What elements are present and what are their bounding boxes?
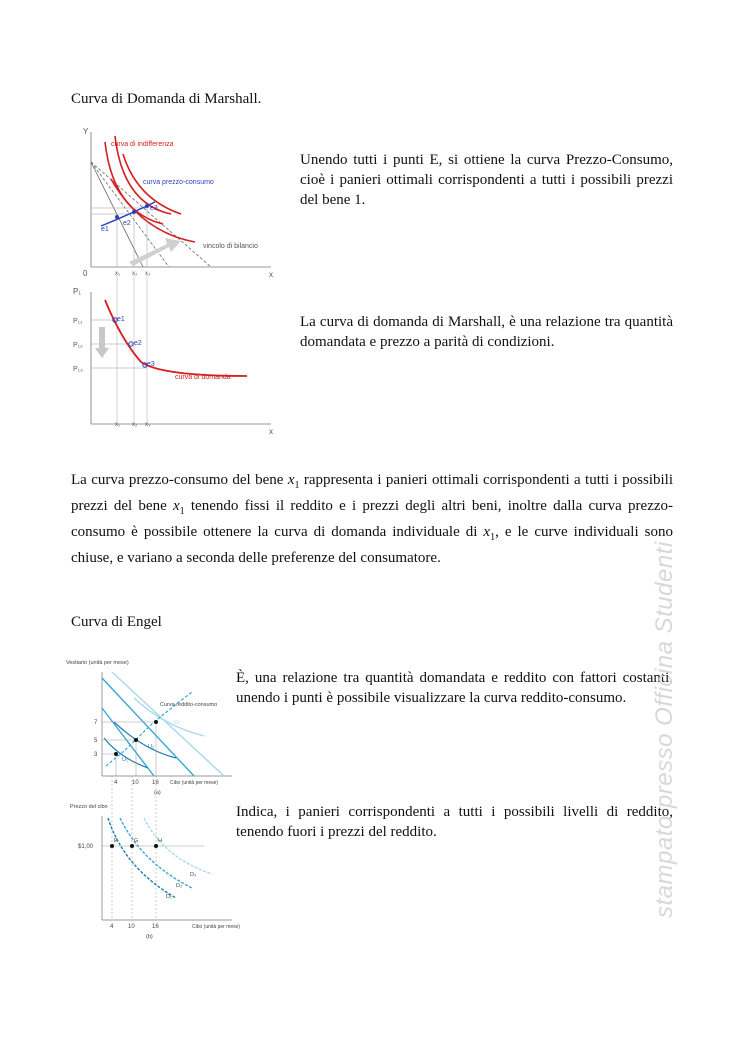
tick-x-10-top: 10 bbox=[132, 780, 139, 786]
tick-x-16-bottom: 16 bbox=[152, 924, 159, 930]
label-budget-constraint: vincolo di bilancio bbox=[203, 243, 258, 250]
label-demand-curve: curva di domanda bbox=[175, 374, 231, 381]
section-title-engel: Curva di Engel bbox=[71, 614, 162, 630]
point-e-engel bbox=[110, 844, 114, 848]
tick-x2-top: x₂ bbox=[132, 271, 138, 277]
point-g-engel bbox=[130, 844, 134, 848]
tick-y-3: 3 bbox=[94, 752, 98, 758]
label-d3: D₃ bbox=[190, 872, 197, 878]
point-e1-top bbox=[115, 215, 119, 219]
label-e3-top: e3 bbox=[150, 205, 158, 212]
top-x-axis-label: x bbox=[269, 270, 273, 279]
marshall-paragraph-2: La curva di domanda di Marshall, è una relazione tra quantità domandata e prezzo a parità di condizioni. bbox=[300, 314, 673, 350]
point-e3-top bbox=[145, 204, 149, 208]
label-e1-bottom: e1 bbox=[117, 316, 125, 323]
panel-a-label: (a) bbox=[154, 790, 161, 796]
tick-x1-bottom: x₁ bbox=[115, 422, 121, 428]
marshall-paragraph-1: Unendo tutti i punti E, si ottiene la curva Prezzo-Consumo, cioè i panieri ottimali corrispondenti a tutti i possibili prezzi del bene 1. bbox=[300, 152, 673, 208]
tick-x-4-top: 4 bbox=[114, 780, 118, 786]
top-y-axis-label-engel: Vestiario (unità per mese) bbox=[66, 660, 129, 666]
label-e2-bottom: e2 bbox=[134, 340, 142, 347]
label-d1: D₁ bbox=[166, 894, 172, 900]
engel-curve-figure bbox=[64, 658, 244, 948]
tick-x-16-top: 16 bbox=[152, 780, 159, 786]
tick-x3-top: x₃ bbox=[145, 271, 151, 277]
top-x-axis-label-engel: Cibo (unità per mese) bbox=[170, 780, 219, 786]
point-b-engel bbox=[134, 738, 138, 742]
label-income-consumption: Curva reddito-consumo bbox=[160, 702, 218, 708]
tick-y-7: 7 bbox=[94, 720, 98, 726]
price-consumption-paragraph: La curva prezzo-consumo del bene $x_1$ rappresenta i panieri ottimali corrispondenti a tutti i possibili prezzi del bene $x_1$ tenendo fissi il reddito e i prezzi degli altri beni, inoltre dalla curva prezzo-consumo è possibile ottenere la curva di domanda individuale di $x_1$, e le curve individuali sono chiuse, e variano a seconda delle preferenze del consumatore. bbox=[71, 472, 673, 566]
price-label-engel: $1,00 bbox=[78, 844, 94, 850]
point-d-engel bbox=[154, 720, 158, 724]
price-label-3: P₁₃ bbox=[73, 366, 83, 373]
label-d2: D₂ bbox=[176, 883, 183, 889]
price-label-2: P₁₂ bbox=[73, 342, 83, 349]
bottom-y-axis-label-engel: Prezzo del cibo bbox=[70, 804, 108, 810]
point-h-engel bbox=[154, 844, 158, 848]
label-u1: U₁ bbox=[122, 757, 128, 763]
label-indifference-curve: curva di indifferenza bbox=[111, 141, 174, 148]
label-point-g: G bbox=[134, 838, 139, 844]
top-y-axis-label: Y bbox=[83, 127, 89, 136]
bottom-x-axis-label: x bbox=[269, 427, 273, 436]
label-e1-top: e1 bbox=[101, 226, 109, 233]
label-u3: U₃ bbox=[174, 720, 181, 726]
tick-x3-bottom: x₃ bbox=[145, 422, 151, 428]
label-e2-top: e2 bbox=[123, 220, 131, 227]
label-point-e: E bbox=[114, 838, 118, 844]
label-u2: U₂ bbox=[148, 744, 155, 750]
watermark: stampato presso Officina Studenti bbox=[651, 541, 678, 918]
tick-x1-top: x₁ bbox=[115, 271, 121, 277]
label-point-h: H bbox=[158, 838, 162, 844]
price-label-1: P₁₁ bbox=[73, 318, 83, 325]
point-e2-top bbox=[132, 210, 136, 214]
bottom-x-axis-label-engel: Cibo (unità per mese) bbox=[192, 924, 241, 930]
tick-x2-bottom: x₂ bbox=[132, 422, 138, 428]
point-a-engel bbox=[114, 752, 118, 756]
tick-y-5: 5 bbox=[94, 738, 98, 744]
tick-x-10-bottom: 10 bbox=[128, 924, 135, 930]
engel-paragraph-2: Indica, i panieri corrispondenti a tutti i possibili livelli di reddito, tenendo fuori i prezzi del reddito. bbox=[236, 804, 673, 840]
bottom-y-axis-label: P₁ bbox=[73, 287, 82, 296]
marshall-demand-figure bbox=[71, 124, 281, 436]
tick-x-4-bottom: 4 bbox=[110, 924, 114, 930]
section-title-marshall: Curva di Domanda di Marshall. bbox=[71, 91, 262, 107]
top-origin-label: 0 bbox=[83, 269, 88, 278]
panel-b-label: (b) bbox=[146, 934, 153, 940]
engel-paragraph-1: È, una relazione tra quantità domandata e reddito con fattori costanti, unendo i punti è possibile visualizzare la curva reddito-consumo. bbox=[236, 670, 673, 706]
label-e3-bottom: e3 bbox=[147, 361, 155, 368]
label-price-consumption: curva prezzo-consumo bbox=[143, 179, 214, 186]
